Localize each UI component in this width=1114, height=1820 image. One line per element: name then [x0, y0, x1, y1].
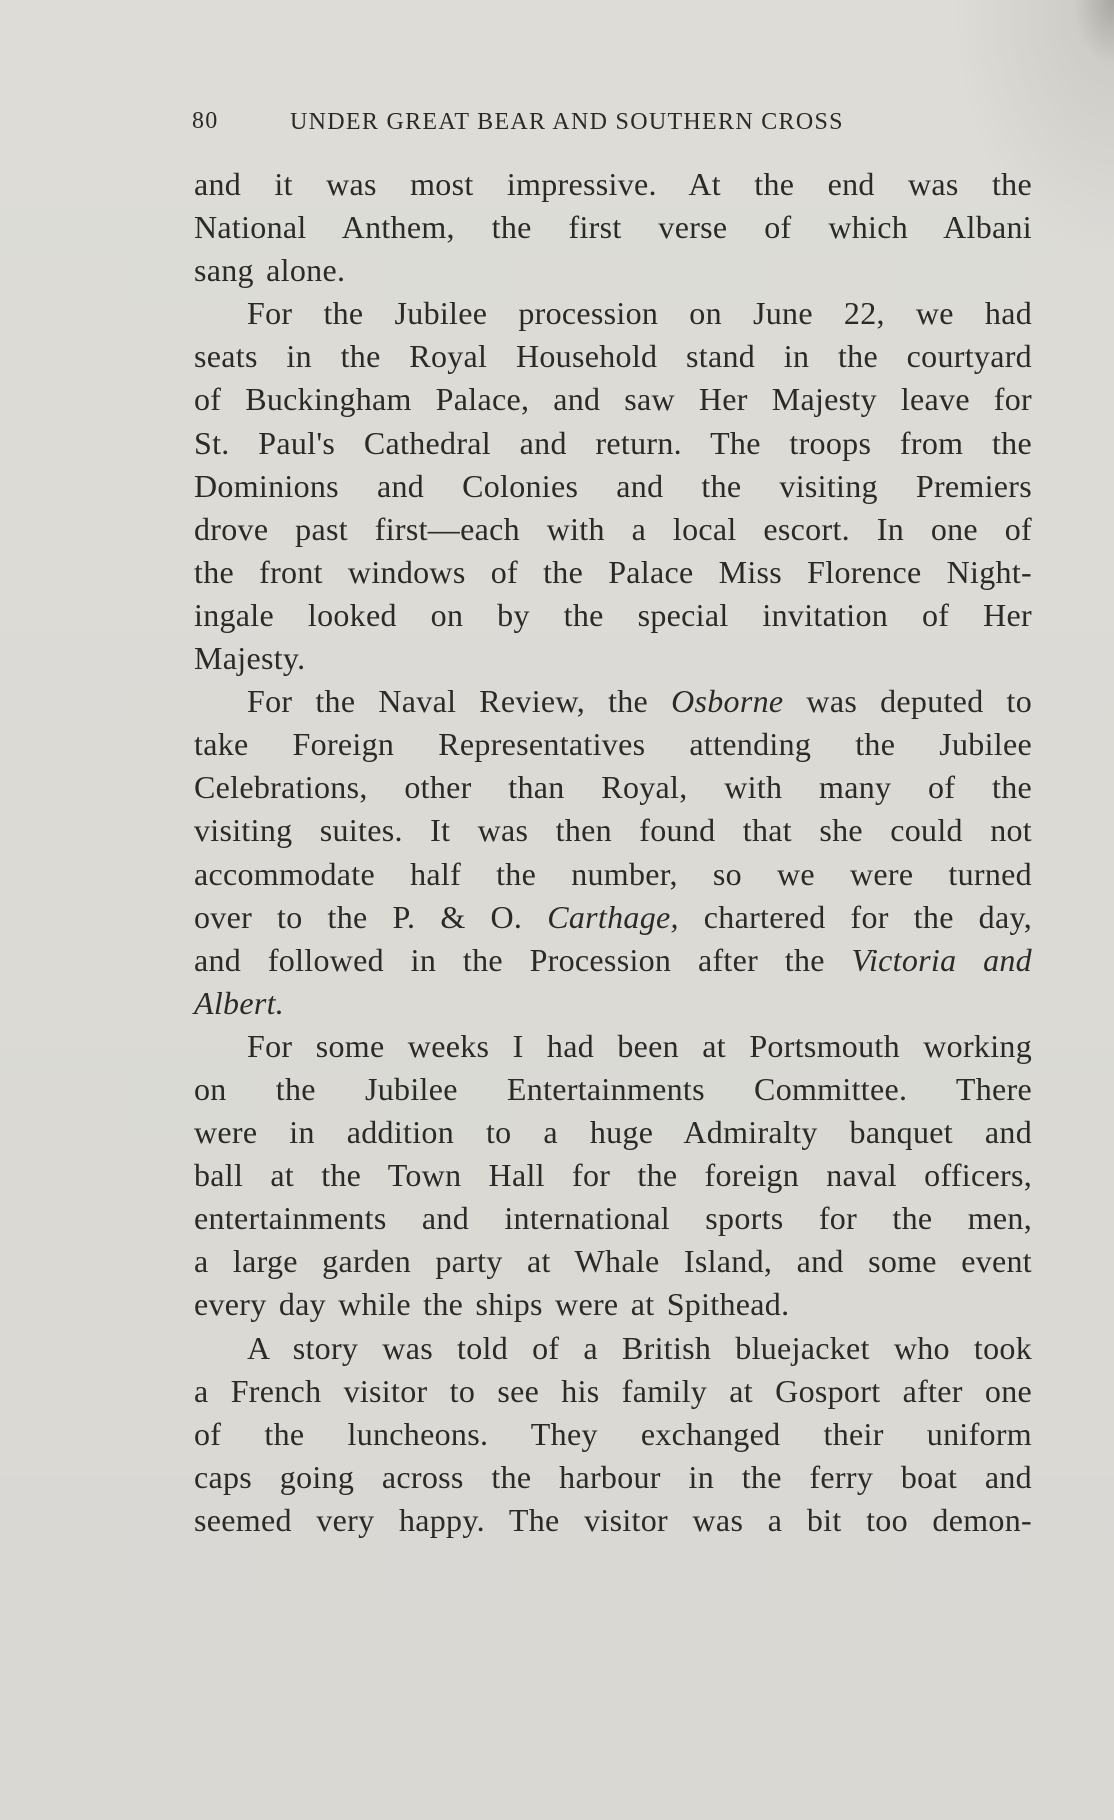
text-segment: entertainments and international sports for the men, — [194, 1200, 1032, 1237]
text-segment: was deputed to — [783, 683, 1032, 720]
text-segment: For the Naval Review, the — [247, 683, 672, 720]
text-segment: visiting suites. It was then found that she could not — [194, 812, 1032, 849]
text-segment: take Foreign Representatives attending the Jubilee — [194, 726, 1032, 763]
text-line — [194, 206, 1032, 249]
text-line — [194, 1025, 1032, 1068]
running-head — [192, 108, 1032, 144]
text-segment: Celebrations, other than Royal, with many of the — [194, 769, 1032, 806]
text-line — [194, 163, 1032, 206]
text-segment: seats in the Royal Household stand in the courtyard — [194, 338, 1032, 375]
text-segment: St. Paul's Cathedral and return. The troops from the — [194, 424, 1032, 461]
italic-text: Albert. — [194, 984, 285, 1021]
text-line — [194, 249, 1032, 292]
text-segment: and it was most impressive. At the end was the — [194, 166, 1032, 202]
italic-text: Carthage, — [547, 898, 679, 935]
text-line — [194, 335, 1032, 378]
text-segment: on the Jubilee Entertainments Committee. There — [194, 1070, 1032, 1107]
text-segment: of the luncheons. They exchanged their uniform — [194, 1415, 1032, 1452]
text-segment: ball at the Town Hall for the foreign naval officers, — [194, 1157, 1032, 1194]
running-title: UNDER GREAT BEAR AND SOUTHERN CROSS — [290, 109, 844, 135]
text-segment: For the Jubilee procession on June 22, we had — [247, 295, 1032, 332]
text-segment: caps going across the harbour in the ferry boat and — [194, 1458, 1032, 1495]
text-line — [194, 939, 1032, 982]
text-line — [194, 1327, 1032, 1370]
text-segment: over to the P. & O. — [194, 898, 548, 935]
text-segment: were in addition to a huge Admiralty banquet and — [194, 1114, 1032, 1151]
text-line — [194, 896, 1032, 939]
text-line — [194, 465, 1032, 508]
text-segment: chartered for the day, — [678, 898, 1033, 935]
text-line — [194, 1370, 1032, 1413]
page-number: 80 — [192, 108, 219, 134]
text-segment: For some weeks I had been at Portsmouth working — [247, 1027, 1032, 1064]
text-segment: the front windows of the Palace Miss Florence Night- — [194, 553, 1032, 590]
text-line — [194, 1499, 1032, 1542]
text-segment: sang alone. — [194, 252, 346, 289]
text-line — [194, 422, 1032, 465]
text-segment: and followed in the Procession after the — [194, 941, 852, 978]
text-segment: a French visitor to see his family at Gosport after one — [194, 1372, 1032, 1409]
text-line — [194, 1111, 1032, 1154]
text-line — [194, 853, 1032, 896]
text-line — [194, 1068, 1032, 1111]
text-line — [194, 1413, 1032, 1456]
text-segment: ingale looked on by the special invitation of Her — [194, 596, 1032, 633]
text-line — [194, 292, 1032, 335]
text-segment: every day while the ships were at Spithead. — [194, 1286, 790, 1323]
text-line — [194, 723, 1032, 766]
text-line — [194, 594, 1032, 637]
text-line — [194, 1197, 1032, 1240]
text-segment: Majesty. — [194, 640, 306, 677]
text-line — [194, 508, 1032, 551]
text-segment: seemed very happy. The visitor was a bit too demon- — [194, 1501, 1032, 1538]
italic-text: Osborne — [671, 683, 784, 720]
text-segment: of Buckingham Palace, and saw Her Majesty leave for — [194, 381, 1032, 418]
text-segment: accommodate half the number, so we were turned — [194, 855, 1032, 892]
text-segment: National Anthem, the first verse of which Albani — [194, 209, 1032, 246]
text-line — [194, 766, 1032, 809]
text-line — [194, 982, 1032, 1025]
text-segment: Dominions and Colonies and the visiting Premiers — [194, 467, 1032, 504]
text-line — [194, 637, 1032, 680]
text-line — [194, 378, 1032, 421]
text-line — [194, 1154, 1032, 1197]
text-segment: a large garden party at Whale Island, and some event — [194, 1243, 1032, 1280]
text-line — [194, 1283, 1032, 1326]
italic-text: Victoria and — [851, 941, 1032, 978]
text-line — [194, 1240, 1032, 1283]
text-line — [194, 680, 1032, 723]
text-line — [194, 551, 1032, 594]
text-line — [194, 1456, 1032, 1499]
text-segment: A story was told of a British bluejacket who took — [247, 1329, 1032, 1366]
text-line — [194, 809, 1032, 852]
text-segment: drove past first—each with a local escort. In one of — [194, 510, 1032, 547]
body-text — [194, 163, 1032, 1542]
